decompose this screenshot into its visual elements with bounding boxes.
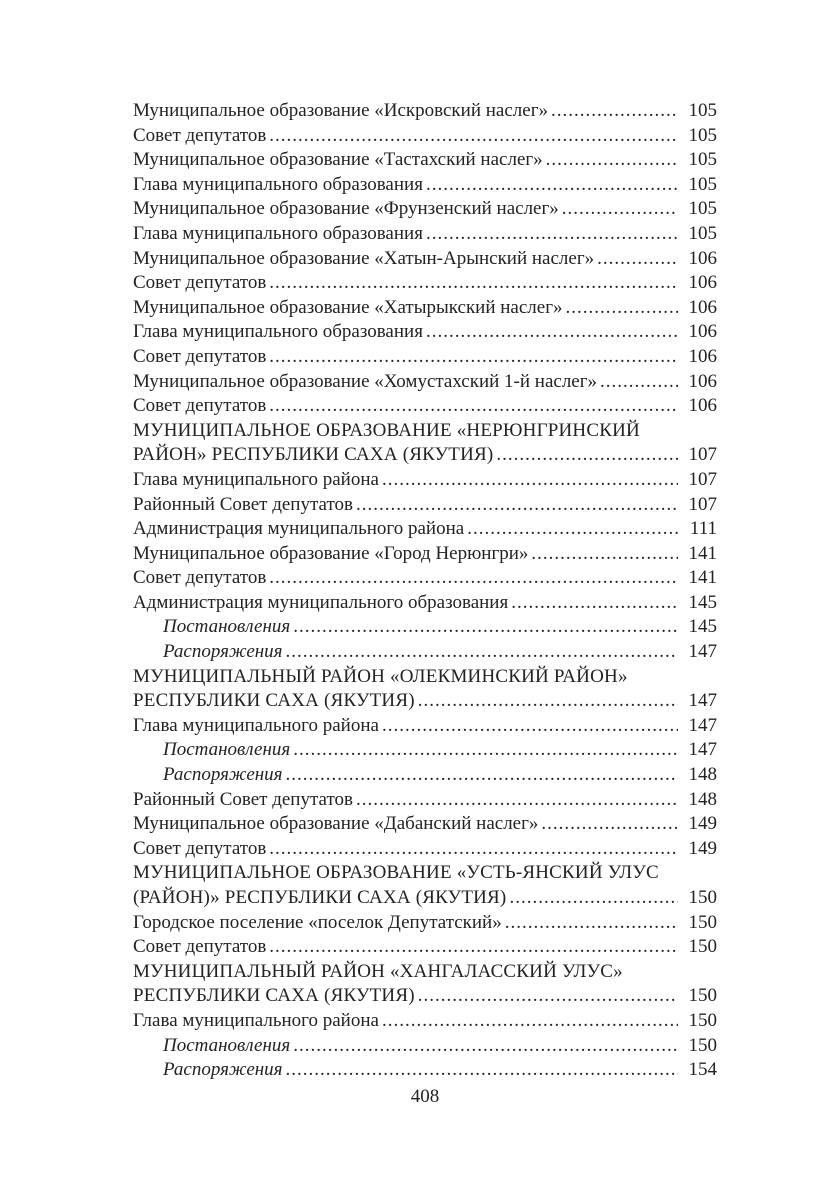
toc-entry bbox=[133, 148, 717, 173]
toc-entry-page: 145 bbox=[688, 591, 717, 613]
toc-entry-page: 107 bbox=[688, 444, 717, 466]
toc-entry bbox=[133, 1034, 717, 1059]
toc-entry-title: Районный Совет депутатов bbox=[133, 493, 353, 515]
dot-leader bbox=[269, 394, 678, 419]
toc-entry bbox=[133, 517, 717, 542]
dot-leader bbox=[293, 1034, 678, 1059]
toc-entry-title: Глава муниципального района bbox=[133, 468, 379, 490]
toc-entry-title: Совет депутатов bbox=[133, 567, 267, 589]
toc-entry-page: 148 bbox=[688, 788, 717, 810]
toc-entry-page: 105 bbox=[688, 100, 717, 121]
toc-entry-title: Распоряжения bbox=[163, 1059, 283, 1081]
toc-entry bbox=[133, 222, 717, 247]
dot-leader bbox=[505, 911, 678, 936]
toc-entry-page: 149 bbox=[688, 813, 717, 835]
toc-entry-page: 150 bbox=[688, 1009, 717, 1031]
toc-entry bbox=[133, 320, 717, 345]
toc-entry bbox=[133, 640, 717, 665]
toc-entry bbox=[133, 124, 717, 149]
dot-leader bbox=[382, 714, 678, 739]
dot-leader bbox=[269, 935, 678, 960]
toc-entry bbox=[133, 665, 717, 690]
toc-entry-title: Постановления bbox=[163, 1034, 291, 1056]
toc-entry bbox=[133, 271, 717, 296]
toc-entry-title: Совет депутатов bbox=[133, 837, 267, 859]
toc-entry-page: 105 bbox=[688, 124, 717, 146]
toc-entry-title: МУНИЦИПАЛЬНОЕ ОБРАЗОВАНИЕ «УСТЬ-ЯНСКИЙ УЛУС bbox=[133, 862, 659, 884]
dot-leader bbox=[597, 247, 678, 272]
toc-entry bbox=[133, 296, 717, 321]
toc-entry-title: Муниципальное образование «Фрунзенский наслег» bbox=[133, 198, 559, 220]
dot-leader bbox=[496, 443, 678, 468]
toc-entry-title: Муниципальное образование «Дабанский наслег» bbox=[133, 813, 539, 835]
toc-entry-page: 105 bbox=[688, 222, 717, 244]
dot-leader bbox=[426, 173, 678, 198]
toc-entry-title: Совет депутатов bbox=[133, 124, 267, 146]
dot-leader bbox=[467, 517, 678, 542]
dot-leader bbox=[382, 1009, 678, 1034]
toc-entry bbox=[133, 99, 717, 124]
toc-entry-page: 106 bbox=[688, 272, 717, 294]
toc-entry-title: Администрация муниципального образования bbox=[133, 591, 509, 613]
toc-entry-title: Глава муниципального образования bbox=[133, 222, 423, 244]
dot-leader bbox=[286, 1058, 678, 1083]
toc-entry-title: Постановления bbox=[163, 739, 291, 761]
toc-entry bbox=[133, 394, 717, 419]
toc-entry-page: 106 bbox=[688, 321, 717, 343]
toc-entry-page: 147 bbox=[688, 690, 717, 712]
dot-leader bbox=[566, 296, 678, 321]
dot-leader bbox=[382, 468, 678, 493]
toc-entry bbox=[133, 960, 717, 985]
dot-leader bbox=[541, 812, 678, 837]
dot-leader bbox=[286, 763, 678, 788]
toc-entry-page: 106 bbox=[688, 395, 717, 417]
toc-entry-page: 147 bbox=[688, 641, 717, 663]
dot-leader bbox=[600, 370, 678, 395]
toc-entry bbox=[133, 443, 717, 468]
toc-entry-page: 147 bbox=[688, 739, 717, 761]
toc-entry-page: 107 bbox=[688, 468, 717, 490]
toc-entry-title: Совет депутатов bbox=[133, 272, 267, 294]
toc-entry-title: Муниципальное образование «Искровский наслег» bbox=[133, 100, 548, 121]
toc-entry-page: 154 bbox=[688, 1059, 717, 1081]
toc-entry-page: 107 bbox=[688, 493, 717, 515]
toc-entry-page: 149 bbox=[688, 837, 717, 859]
toc-entry bbox=[133, 1009, 717, 1034]
dot-leader bbox=[426, 320, 678, 345]
dot-leader bbox=[551, 99, 678, 124]
toc-entry-title: МУНИЦИПАЛЬНЫЙ РАЙОН «ОЛЕКМИНСКИЙ РАЙОН» bbox=[133, 665, 628, 687]
dot-leader bbox=[356, 493, 678, 518]
toc-entry bbox=[133, 837, 717, 862]
toc-list bbox=[133, 99, 717, 1083]
toc-entry bbox=[133, 984, 717, 1009]
dot-leader bbox=[269, 124, 678, 149]
toc-entry-page: 105 bbox=[688, 149, 717, 171]
toc-entry-title: Глава муниципального района bbox=[133, 714, 379, 736]
toc-entry-title: РАЙОН» РЕСПУБЛИКИ САХА (ЯКУТИЯ) bbox=[133, 444, 494, 466]
dot-leader bbox=[531, 542, 678, 567]
toc-entry-page: 106 bbox=[688, 247, 717, 269]
toc-entry-title: Совет депутатов bbox=[133, 395, 267, 417]
toc-entry-title: МУНИЦИПАЛЬНОЕ ОБРАЗОВАНИЕ «НЕРЮНГРИНСКИЙ bbox=[133, 419, 640, 441]
toc-entry bbox=[133, 542, 717, 567]
toc-entry-page: 150 bbox=[688, 985, 717, 1007]
toc-entry-page: 106 bbox=[688, 370, 717, 392]
toc-entry-title: Администрация муниципального района bbox=[133, 518, 465, 540]
toc-entry-title: Районный Совет депутатов bbox=[133, 788, 353, 810]
toc-entry bbox=[133, 247, 717, 272]
toc-entry-page: 105 bbox=[688, 173, 717, 195]
toc-entry-title: Глава муниципального района bbox=[133, 1009, 379, 1031]
dot-leader bbox=[293, 738, 678, 763]
toc-entry-page: 141 bbox=[688, 542, 717, 564]
toc-entry-title: Распоряжения bbox=[163, 641, 283, 663]
toc-entry bbox=[133, 493, 717, 518]
toc-entry-page: 150 bbox=[688, 1034, 717, 1056]
toc-entry-page: 150 bbox=[688, 911, 717, 933]
toc-entry bbox=[133, 763, 717, 788]
toc-entry-page: 106 bbox=[688, 345, 717, 367]
toc-entry-title: (РАЙОН)» РЕСПУБЛИКИ САХА (ЯКУТИЯ) bbox=[133, 887, 507, 908]
toc-entry bbox=[133, 370, 717, 395]
toc-entry bbox=[133, 812, 717, 837]
dot-leader bbox=[546, 148, 678, 173]
toc-entry bbox=[133, 615, 717, 640]
dot-leader bbox=[269, 566, 678, 591]
toc-entry bbox=[133, 419, 717, 444]
dot-leader bbox=[356, 788, 678, 813]
toc-entry bbox=[133, 714, 717, 739]
dot-leader bbox=[293, 615, 678, 640]
dot-leader bbox=[269, 837, 678, 862]
dot-leader bbox=[511, 591, 678, 616]
toc-entry-page: 150 bbox=[688, 887, 717, 908]
toc-entry-title: Муниципальное образование «Город Нерюнгри» bbox=[133, 542, 529, 564]
toc-entry bbox=[133, 591, 717, 616]
dot-leader bbox=[426, 222, 678, 247]
footer-page-number: 408 bbox=[410, 1086, 440, 1107]
toc-entry bbox=[133, 738, 717, 763]
toc-entry bbox=[133, 345, 717, 370]
toc-entry-title: Совет депутатов bbox=[133, 936, 267, 958]
toc-entry-page: 147 bbox=[688, 714, 717, 736]
toc-entry-title: Городское поселение «поселок Депутатский» bbox=[133, 911, 502, 933]
dot-leader bbox=[418, 984, 678, 1009]
toc-entry-title: Постановления bbox=[163, 616, 291, 638]
toc-entry-page: 148 bbox=[688, 764, 717, 786]
dot-leader bbox=[562, 197, 678, 222]
toc-entry-title: Глава муниципального образования bbox=[133, 173, 423, 195]
toc-entry bbox=[133, 911, 717, 936]
toc-entry-title: Муниципальное образование «Тастахский наслег» bbox=[133, 149, 543, 171]
toc-entry-page: 141 bbox=[688, 567, 717, 589]
toc-entry bbox=[133, 788, 717, 813]
toc-entry bbox=[133, 1058, 717, 1083]
toc-entry-page: 145 bbox=[688, 616, 717, 638]
toc-entry bbox=[133, 689, 717, 714]
toc-entry-title: РЕСПУБЛИКИ САХА (ЯКУТИЯ) bbox=[133, 690, 415, 712]
toc-entry-title: Глава муниципального образования bbox=[133, 321, 423, 343]
toc-entry bbox=[133, 566, 717, 591]
toc-entry-page: 106 bbox=[688, 296, 717, 318]
toc-entry bbox=[133, 173, 717, 198]
toc-entry-title: Распоряжения bbox=[163, 764, 283, 786]
toc-entry-title: Муниципальное образование «Хатын-Арынский наслег» bbox=[133, 247, 595, 269]
toc-entry-title: РЕСПУБЛИКИ САХА (ЯКУТИЯ) bbox=[133, 985, 415, 1007]
dot-leader bbox=[286, 640, 678, 665]
toc-entry-title: Совет депутатов bbox=[133, 345, 267, 367]
toc-entry-page: 105 bbox=[688, 198, 717, 220]
toc-entry bbox=[133, 935, 717, 960]
toc-entry-page: 111 bbox=[689, 518, 717, 540]
dot-leader bbox=[269, 271, 678, 296]
toc-entry-page: 150 bbox=[688, 936, 717, 958]
toc-entry bbox=[133, 468, 717, 493]
toc-entry bbox=[133, 861, 717, 886]
toc-entry bbox=[133, 197, 717, 222]
dot-leader bbox=[269, 345, 678, 370]
toc-entry bbox=[133, 886, 717, 911]
dot-leader bbox=[418, 689, 678, 714]
toc-entry-title: МУНИЦИПАЛЬНЫЙ РАЙОН «ХАНГАЛАССКИЙ УЛУС» bbox=[133, 960, 623, 982]
toc-entry-title: Муниципальное образование «Хомустахский 1-й наслег» bbox=[133, 370, 598, 392]
dot-leader bbox=[509, 886, 678, 911]
toc-entry-title: Муниципальное образование «Хатырыкский наслег» bbox=[133, 296, 563, 318]
